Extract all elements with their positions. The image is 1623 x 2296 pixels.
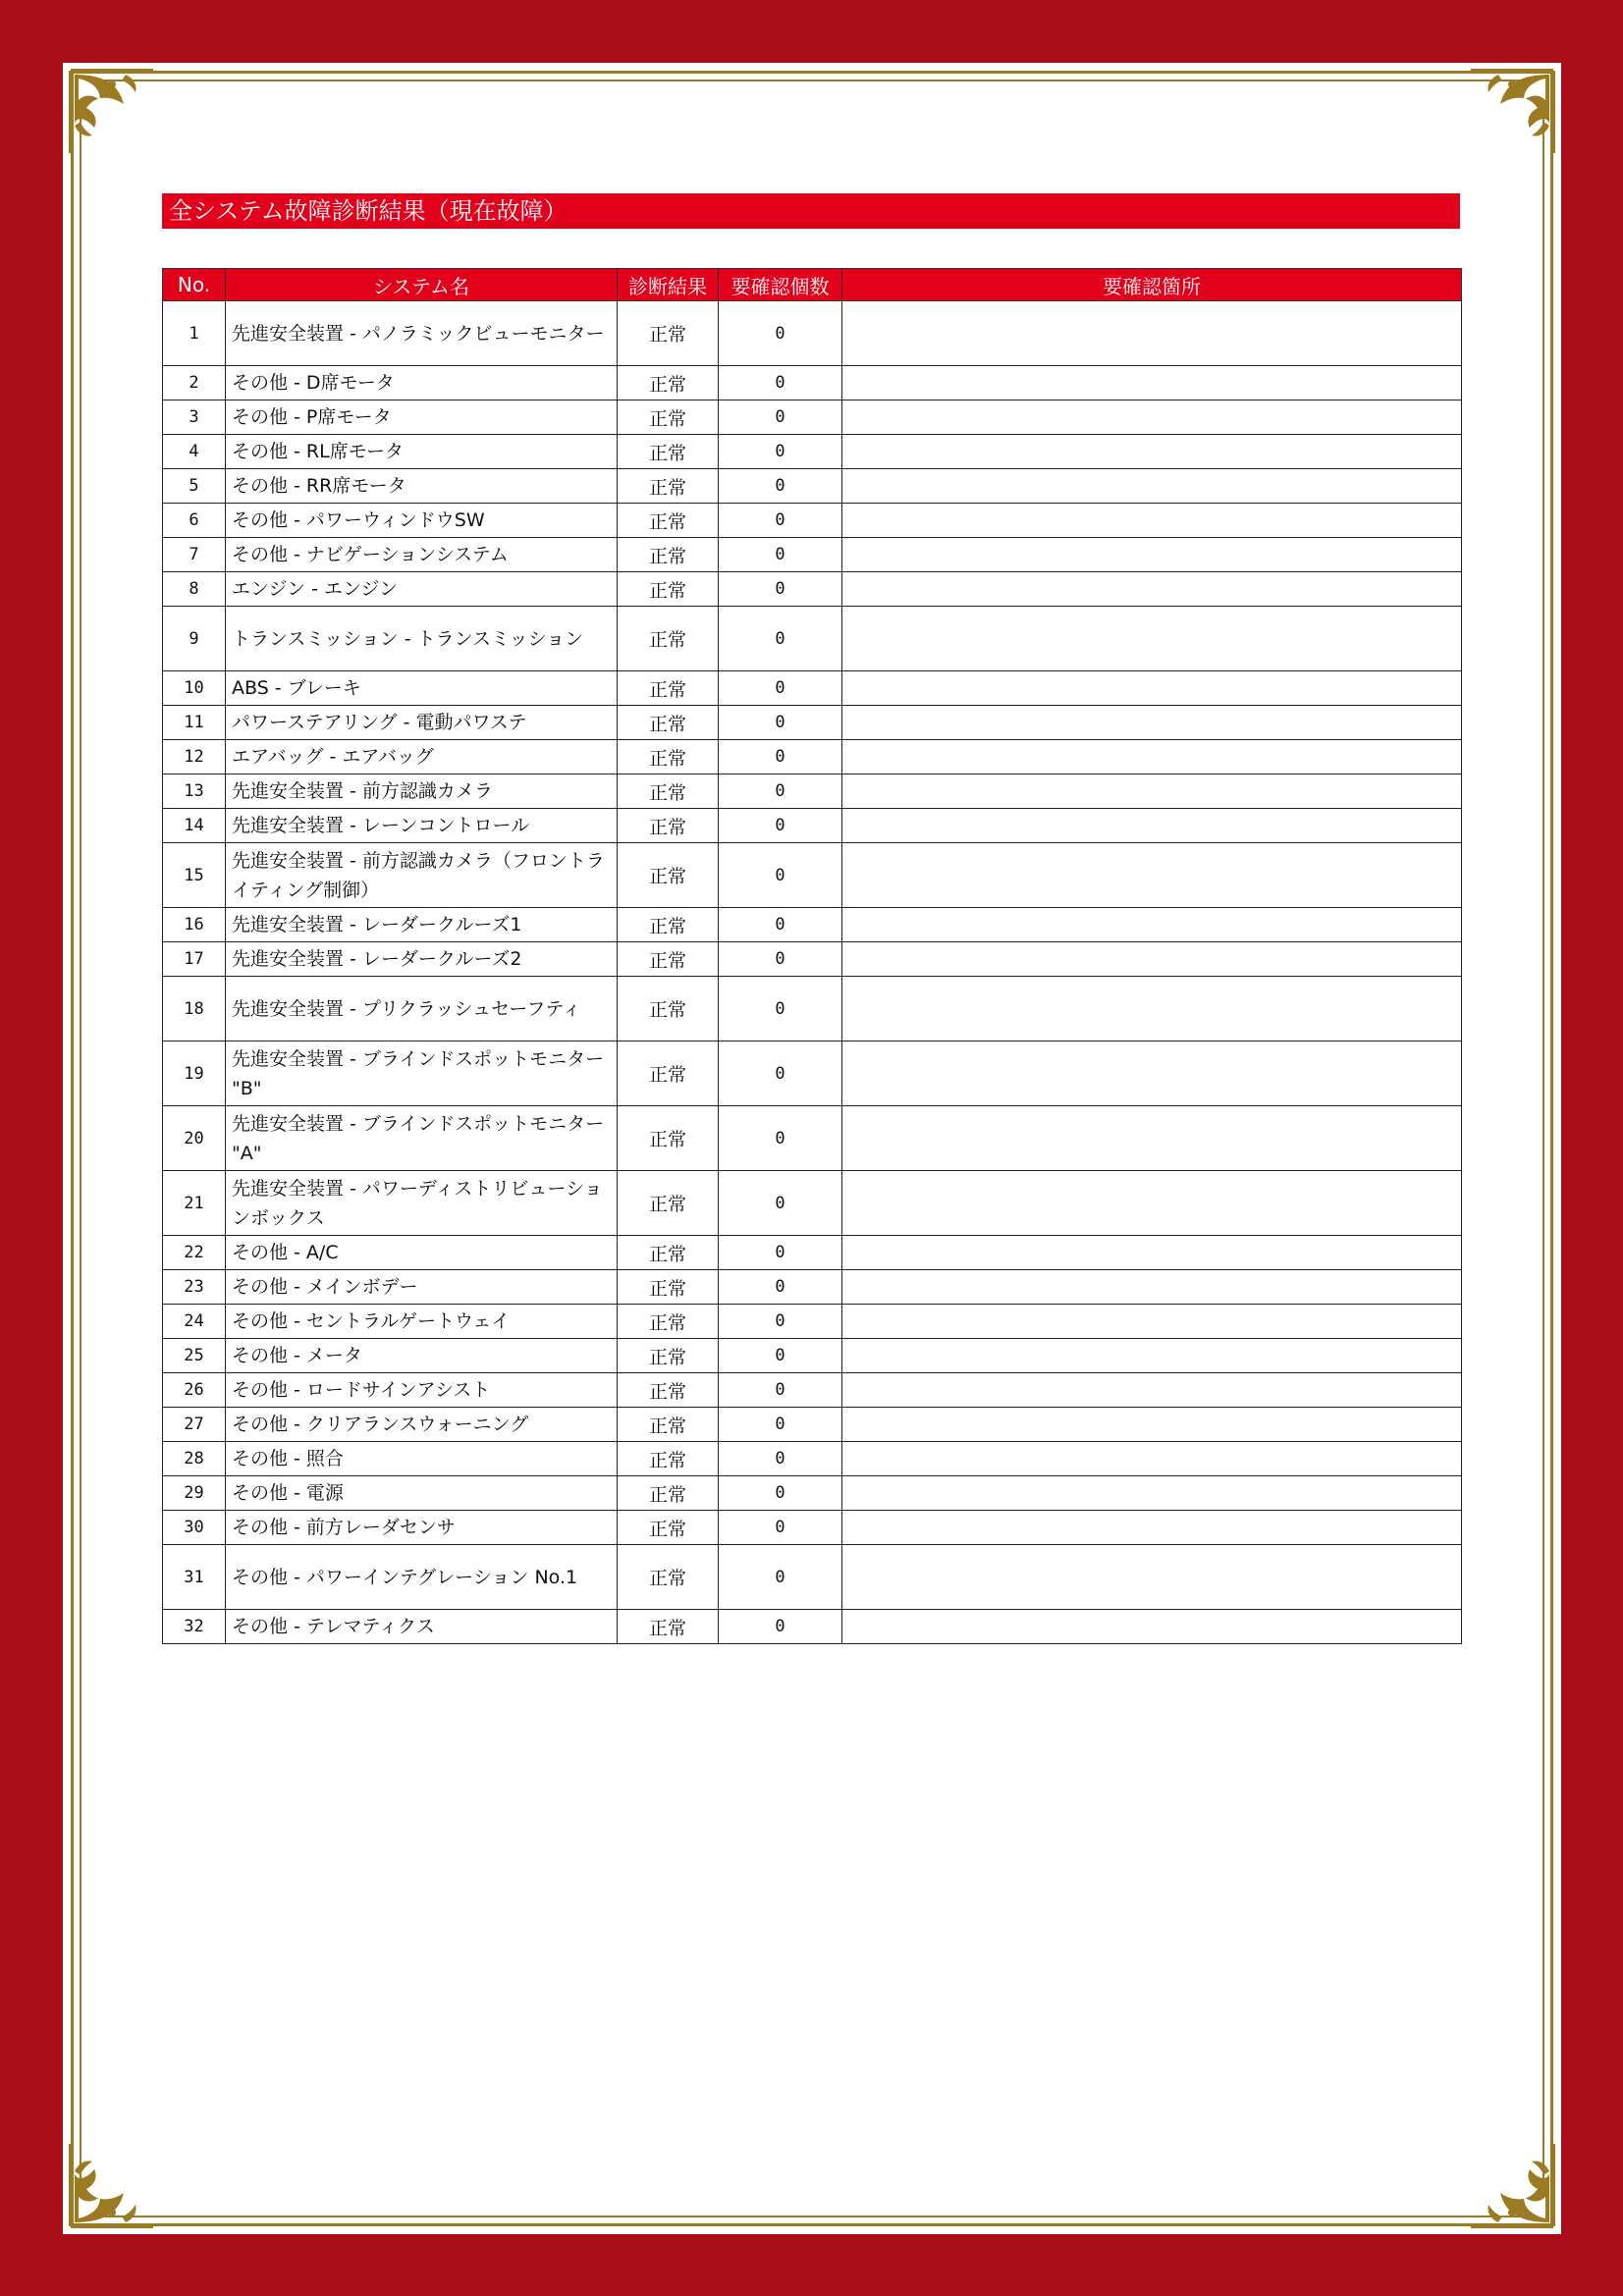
row-location — [842, 908, 1462, 942]
table-row — [163, 1610, 1462, 1644]
row-result: 正常 — [618, 301, 719, 366]
header-system: システム名 — [226, 269, 618, 301]
row-location — [842, 301, 1462, 366]
row-system-name: 先進安全装置 - ブラインドスポットモニター "B" — [226, 1041, 618, 1106]
row-count: 0 — [719, 572, 842, 607]
row-system-name: その他 - パワーインテグレーション No.1 — [226, 1545, 618, 1610]
row-result: 正常 — [618, 504, 719, 538]
row-system-name: その他 - A/C — [226, 1236, 618, 1270]
row-count: 0 — [719, 538, 842, 572]
row-no: 20 — [163, 1106, 226, 1171]
row-location — [842, 671, 1462, 706]
row-count: 0 — [719, 774, 842, 809]
row-result: 正常 — [618, 435, 719, 469]
row-count: 0 — [719, 809, 842, 843]
row-result: 正常 — [618, 1305, 719, 1339]
row-count: 0 — [719, 1511, 842, 1545]
row-no: 1 — [163, 301, 226, 366]
row-result: 正常 — [618, 1339, 719, 1373]
row-location — [842, 504, 1462, 538]
table-row — [163, 942, 1462, 977]
table-row — [163, 774, 1462, 809]
table-row — [163, 366, 1462, 400]
row-location — [842, 435, 1462, 469]
row-result: 正常 — [618, 1442, 719, 1476]
row-no: 28 — [163, 1442, 226, 1476]
row-no: 3 — [163, 400, 226, 435]
table-row — [163, 1270, 1462, 1305]
row-location — [842, 538, 1462, 572]
row-location — [842, 977, 1462, 1041]
row-count: 0 — [719, 1171, 842, 1236]
row-system-name: その他 - メインボデー — [226, 1270, 618, 1305]
table-row — [163, 504, 1462, 538]
row-result: 正常 — [618, 1041, 719, 1106]
row-count: 0 — [719, 1476, 842, 1511]
row-result: 正常 — [618, 538, 719, 572]
row-system-name: その他 - RL席モータ — [226, 435, 618, 469]
row-count: 0 — [719, 706, 842, 740]
row-count: 0 — [719, 504, 842, 538]
row-result: 正常 — [618, 1610, 719, 1644]
row-location — [842, 1442, 1462, 1476]
row-location — [842, 572, 1462, 607]
row-system-name: その他 - パワーウィンドウSW — [226, 504, 618, 538]
table-row — [163, 538, 1462, 572]
row-count: 0 — [719, 1373, 842, 1408]
row-system-name: その他 - P席モータ — [226, 400, 618, 435]
corner-ornament-icon — [1465, 2138, 1559, 2232]
table-row — [163, 1171, 1462, 1236]
table-row — [163, 740, 1462, 774]
row-no: 22 — [163, 1236, 226, 1270]
table-row — [163, 1041, 1462, 1106]
header-no: No. — [163, 269, 226, 301]
row-no: 9 — [163, 607, 226, 671]
row-result: 正常 — [618, 908, 719, 942]
row-result: 正常 — [618, 1476, 719, 1511]
row-count: 0 — [719, 977, 842, 1041]
table-row — [163, 1106, 1462, 1171]
table-row — [163, 1305, 1462, 1339]
row-result: 正常 — [618, 977, 719, 1041]
row-system-name: パワーステアリング - 電動パワステ — [226, 706, 618, 740]
row-no: 27 — [163, 1408, 226, 1442]
row-count: 0 — [719, 607, 842, 671]
row-location — [842, 706, 1462, 740]
row-result: 正常 — [618, 1545, 719, 1610]
header-result: 診断結果 — [618, 269, 719, 301]
table-row — [163, 572, 1462, 607]
row-count: 0 — [719, 1106, 842, 1171]
row-no: 32 — [163, 1610, 226, 1644]
row-result: 正常 — [618, 706, 719, 740]
row-system-name: 先進安全装置 - レーダークルーズ1 — [226, 908, 618, 942]
row-system-name: ABS - ブレーキ — [226, 671, 618, 706]
row-location — [842, 469, 1462, 504]
row-system-name: その他 - クリアランスウォーニング — [226, 1408, 618, 1442]
row-location — [842, 607, 1462, 671]
row-system-name: 先進安全装置 - ブラインドスポットモニター "A" — [226, 1106, 618, 1171]
row-count: 0 — [719, 908, 842, 942]
row-count: 0 — [719, 1339, 842, 1373]
row-location — [842, 1476, 1462, 1511]
row-location — [842, 366, 1462, 400]
row-no: 15 — [163, 843, 226, 908]
row-no: 17 — [163, 942, 226, 977]
row-count: 0 — [719, 1041, 842, 1106]
row-result: 正常 — [618, 1106, 719, 1171]
row-count: 0 — [719, 1270, 842, 1305]
row-result: 正常 — [618, 469, 719, 504]
row-system-name: その他 - セントラルゲートウェイ — [226, 1305, 618, 1339]
row-no: 25 — [163, 1339, 226, 1373]
row-result: 正常 — [618, 607, 719, 671]
row-system-name: 先進安全装置 - パノラミックビューモニター — [226, 301, 618, 366]
table-row — [163, 1339, 1462, 1373]
row-result: 正常 — [618, 572, 719, 607]
row-count: 0 — [719, 1610, 842, 1644]
row-count: 0 — [719, 301, 842, 366]
table-row — [163, 843, 1462, 908]
row-location — [842, 774, 1462, 809]
row-result: 正常 — [618, 1373, 719, 1408]
header-location: 要確認箇所 — [842, 269, 1462, 301]
row-system-name: 先進安全装置 - 前方認識カメラ — [226, 774, 618, 809]
row-location — [842, 1339, 1462, 1373]
row-system-name: エアバッグ - エアバッグ — [226, 740, 618, 774]
table-row — [163, 809, 1462, 843]
row-no: 6 — [163, 504, 226, 538]
row-no: 12 — [163, 740, 226, 774]
row-count: 0 — [719, 400, 842, 435]
table-header-row — [163, 269, 1462, 301]
table-row — [163, 671, 1462, 706]
row-system-name: その他 - メータ — [226, 1339, 618, 1373]
table-row — [163, 400, 1462, 435]
table-row — [163, 607, 1462, 671]
table-row — [163, 301, 1462, 366]
table-row — [163, 1408, 1462, 1442]
row-result: 正常 — [618, 366, 719, 400]
row-no: 13 — [163, 774, 226, 809]
row-count: 0 — [719, 1305, 842, 1339]
row-location — [842, 942, 1462, 977]
row-result: 正常 — [618, 1408, 719, 1442]
row-result: 正常 — [618, 1511, 719, 1545]
row-system-name: 先進安全装置 - プリクラッシュセーフティ — [226, 977, 618, 1041]
row-no: 8 — [163, 572, 226, 607]
row-no: 26 — [163, 1373, 226, 1408]
row-system-name: 先進安全装置 - 前方認識カメラ（フロントライティング制御） — [226, 843, 618, 908]
row-system-name: その他 - 照合 — [226, 1442, 618, 1476]
table-row — [163, 1373, 1462, 1408]
row-system-name: トランスミッション - トランスミッション — [226, 607, 618, 671]
header-count: 要確認個数 — [719, 269, 842, 301]
row-count: 0 — [719, 942, 842, 977]
section-title: 全システム故障診断結果（現在故障） — [162, 193, 1460, 229]
row-result: 正常 — [618, 671, 719, 706]
row-system-name: その他 - D席モータ — [226, 366, 618, 400]
row-location — [842, 1545, 1462, 1610]
row-system-name: その他 - RR席モータ — [226, 469, 618, 504]
table-row — [163, 706, 1462, 740]
row-system-name: 先進安全装置 - パワーディストリビューションボックス — [226, 1171, 618, 1236]
row-system-name: その他 - 電源 — [226, 1476, 618, 1511]
row-no: 4 — [163, 435, 226, 469]
row-count: 0 — [719, 740, 842, 774]
row-location — [842, 809, 1462, 843]
row-result: 正常 — [618, 1236, 719, 1270]
row-location — [842, 1408, 1462, 1442]
row-count: 0 — [719, 671, 842, 706]
row-result: 正常 — [618, 843, 719, 908]
row-location — [842, 1610, 1462, 1644]
row-location — [842, 1270, 1462, 1305]
row-no: 2 — [163, 366, 226, 400]
row-count: 0 — [719, 1408, 842, 1442]
row-system-name: 先進安全装置 - レーンコントロール — [226, 809, 618, 843]
row-no: 23 — [163, 1270, 226, 1305]
row-result: 正常 — [618, 740, 719, 774]
row-count: 0 — [719, 843, 842, 908]
row-result: 正常 — [618, 1171, 719, 1236]
row-no: 21 — [163, 1171, 226, 1236]
row-no: 11 — [163, 706, 226, 740]
table-row — [163, 1236, 1462, 1270]
row-system-name: その他 - ロードサインアシスト — [226, 1373, 618, 1408]
row-count: 0 — [719, 366, 842, 400]
table-row — [163, 977, 1462, 1041]
row-location — [842, 1171, 1462, 1236]
row-location — [842, 1305, 1462, 1339]
row-count: 0 — [719, 435, 842, 469]
row-result: 正常 — [618, 400, 719, 435]
row-location — [842, 1041, 1462, 1106]
row-result: 正常 — [618, 774, 719, 809]
row-no: 31 — [163, 1545, 226, 1610]
table-row — [163, 1545, 1462, 1610]
row-location — [842, 1236, 1462, 1270]
row-no: 5 — [163, 469, 226, 504]
row-location — [842, 740, 1462, 774]
row-count: 0 — [719, 469, 842, 504]
table-row — [163, 908, 1462, 942]
table-row — [163, 435, 1462, 469]
row-no: 18 — [163, 977, 226, 1041]
row-system-name: その他 - 前方レーダセンサ — [226, 1511, 618, 1545]
row-count: 0 — [719, 1545, 842, 1610]
row-location — [842, 400, 1462, 435]
row-no: 19 — [163, 1041, 226, 1106]
row-no: 7 — [163, 538, 226, 572]
row-location — [842, 1511, 1462, 1545]
row-result: 正常 — [618, 1270, 719, 1305]
table-row — [163, 1442, 1462, 1476]
corner-ornament-icon — [1465, 65, 1559, 159]
row-system-name: 先進安全装置 - レーダークルーズ2 — [226, 942, 618, 977]
row-no: 14 — [163, 809, 226, 843]
row-location — [842, 1106, 1462, 1171]
corner-ornament-icon — [65, 65, 159, 159]
row-no: 10 — [163, 671, 226, 706]
corner-ornament-icon — [65, 2138, 159, 2232]
table-row — [163, 469, 1462, 504]
row-system-name: エンジン - エンジン — [226, 572, 618, 607]
row-count: 0 — [719, 1442, 842, 1476]
row-location — [842, 843, 1462, 908]
row-result: 正常 — [618, 942, 719, 977]
row-system-name: その他 - ナビゲーションシステム — [226, 538, 618, 572]
table-row — [163, 1511, 1462, 1545]
row-no: 29 — [163, 1476, 226, 1511]
row-no: 24 — [163, 1305, 226, 1339]
table-row — [163, 1476, 1462, 1511]
row-result: 正常 — [618, 809, 719, 843]
row-location — [842, 1373, 1462, 1408]
row-no: 30 — [163, 1511, 226, 1545]
row-system-name: その他 - テレマティクス — [226, 1610, 618, 1644]
diagnosis-table — [162, 268, 1462, 1644]
row-no: 16 — [163, 908, 226, 942]
row-count: 0 — [719, 1236, 842, 1270]
